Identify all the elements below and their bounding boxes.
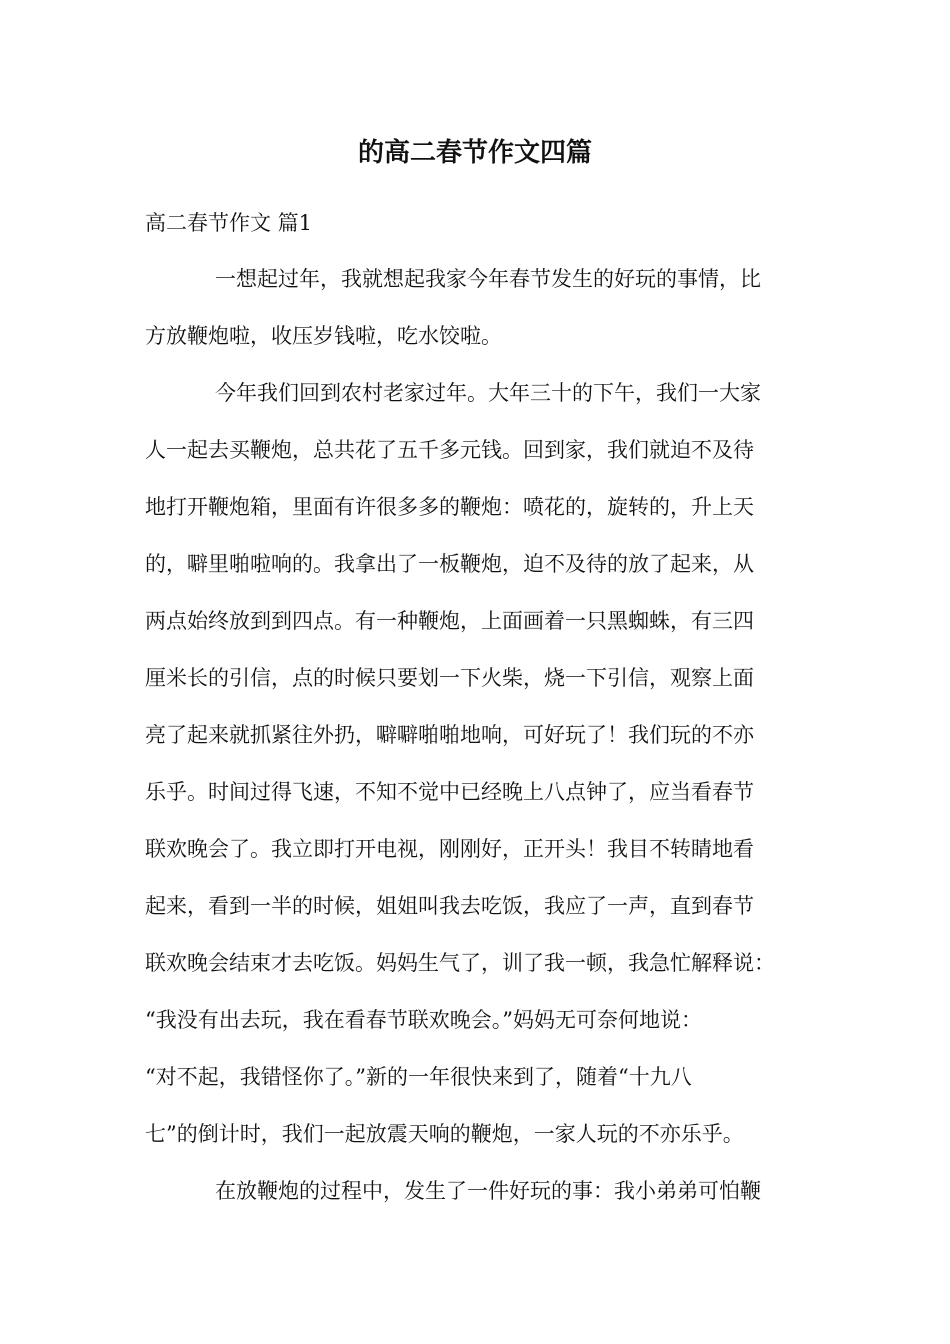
- paragraph-line: 人一起去买鞭炮，总共花了五千多元钱。回到家，我们就迫不及待: [145, 438, 754, 462]
- paragraph-line: 乐乎。时间过得飞速，不知不觉中已经晚上八点钟了，应当看春节: [145, 780, 754, 804]
- paragraph-line: 亮了起来就抓紧往外扔，噼噼啪啪地响，可好玩了！我们玩的不亦: [145, 723, 754, 747]
- section-heading: 高二春节作文 篇1: [145, 211, 313, 235]
- paragraph-line: 在放鞭炮的过程中，发生了一件好玩的事：我小弟弟可怕鞭: [215, 1179, 761, 1203]
- paragraph-line: 的，噼里啪啦响的。我拿出了一板鞭炮，迫不及待的放了起来，从: [145, 552, 754, 576]
- document-title: 的高二春节作文四篇: [357, 138, 592, 168]
- paragraph-line: 厘米长的引信，点的时候只要划一下火柴，烧一下引信，观察上面: [145, 666, 754, 690]
- paragraph-line: 起来，看到一半的时候，姐姐叫我去吃饭，我应了一声，直到春节: [145, 894, 754, 918]
- paragraph-line: 联欢晚会了。我立即打开电视，刚刚好，正开头！我目不转睛地看: [145, 837, 754, 861]
- paragraph-line: 一想起过年，我就想起我家今年春节发生的好玩的事情，比: [215, 267, 761, 291]
- paragraph-line: 联欢晚会结束才去吃饭。妈妈生气了，训了我一顿，我急忙解释说：: [145, 951, 775, 975]
- paragraph-line: 七”的倒计时，我们一起放震天响的鞭炮，一家人玩的不亦乐乎。: [145, 1122, 744, 1146]
- paragraph-line: 地打开鞭炮箱，里面有许很多多的鞭炮：喷花的，旋转的，升上天: [145, 495, 754, 519]
- paragraph-line: 方放鞭炮啦，收压岁钱啦，吃水饺啦。: [145, 324, 502, 348]
- paragraph-line: 今年我们回到农村老家过年。大年三十的下午，我们一大家: [215, 381, 761, 405]
- paragraph-line: “我没有出去玩，我在看春节联欢晚会。”妈妈无可奈何地说：: [145, 1008, 702, 1032]
- paragraph-line: “对不起，我错怪你了。”新的一年很快来到了，随着“十九八: [145, 1065, 692, 1089]
- paragraph-line: 两点始终放到到四点。有一种鞭炮，上面画着一只黑蜘蛛，有三四: [145, 609, 754, 633]
